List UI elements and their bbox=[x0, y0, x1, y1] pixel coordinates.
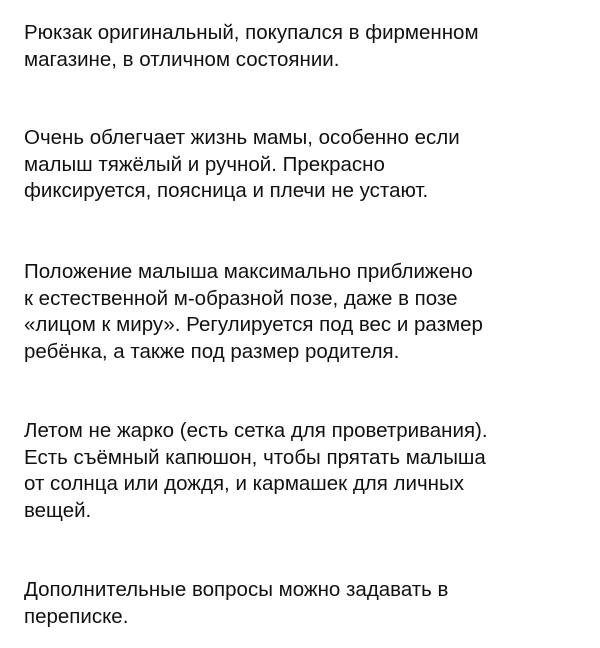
paragraph-position: Положение малыша максимально приближено к естественной м-образной позе, даже в позе «лицом к миру». Регулируется под вес и размер ребёнка, а также под размер родителя. bbox=[24, 260, 483, 363]
paragraph-condition: Рюкзак оригинальный, покупался в фирменном магазине, в отличном состоянии. bbox=[24, 21, 479, 71]
paragraph-features: Летом не жарко (есть сетка для проветривания). Есть съёмный капюшон, чтобы прятать малыша от солнца или дождя, и кармашек для личных вещей. bbox=[24, 419, 488, 522]
paragraph-questions: Дополнительные вопросы можно задавать в переписке. bbox=[24, 578, 449, 628]
paragraph-comfort: Очень облегчает жизнь мамы, особенно если малыш тяжёлый и ручной. Прекрасно фиксируется, поясница и плечи не устают. bbox=[24, 126, 460, 202]
